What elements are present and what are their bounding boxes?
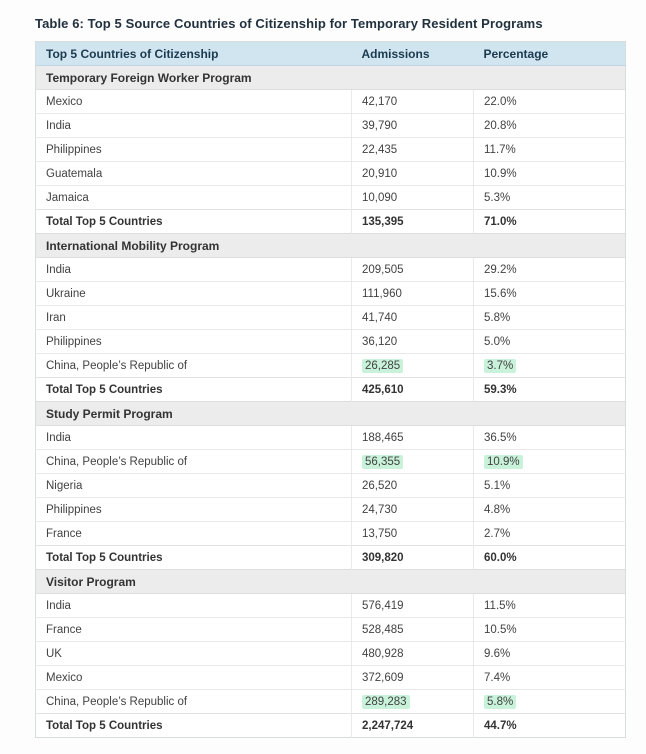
section-header-row <box>36 570 626 594</box>
total-admissions-cell: 135,395 <box>352 210 474 234</box>
country-cell: Philippines <box>36 330 352 354</box>
table-row <box>36 594 626 618</box>
percentage-cell: 29.2% <box>474 258 626 282</box>
percentage-cell <box>474 450 626 474</box>
admissions-cell: 188,465 <box>352 426 474 450</box>
country-cell: Mexico <box>36 666 352 690</box>
admissions-cell: 39,790 <box>352 114 474 138</box>
country-cell: Mexico <box>36 90 352 114</box>
percentage-cell: 11.7% <box>474 138 626 162</box>
percentage-cell: 10.5% <box>474 618 626 642</box>
table-row <box>36 642 626 666</box>
percentage-cell <box>474 354 626 378</box>
country-cell: Philippines <box>36 138 352 162</box>
total-percentage-cell: 71.0% <box>474 210 626 234</box>
citizenship-table <box>35 41 626 738</box>
table-row <box>36 690 626 714</box>
admissions-cell: 24,730 <box>352 498 474 522</box>
country-cell: India <box>36 114 352 138</box>
highlight-mark: 289,283 <box>362 695 410 709</box>
total-row <box>36 546 626 570</box>
total-percentage-cell: 60.0% <box>474 546 626 570</box>
percentage-cell: 20.8% <box>474 114 626 138</box>
percentage-cell <box>474 690 626 714</box>
total-row <box>36 714 626 738</box>
admissions-cell <box>352 690 474 714</box>
table-row <box>36 186 626 210</box>
highlight-mark: 5.8% <box>484 695 516 709</box>
country-cell: Nigeria <box>36 474 352 498</box>
column-header-admissions: Admissions <box>352 42 474 66</box>
section-header-row <box>36 234 626 258</box>
section-header-row <box>36 66 626 90</box>
highlight-mark: 56,355 <box>362 455 403 469</box>
table-row <box>36 138 626 162</box>
total-percentage-cell: 59.3% <box>474 378 626 402</box>
total-row <box>36 210 626 234</box>
total-admissions-cell: 2,247,724 <box>352 714 474 738</box>
country-cell: China, People’s Republic of <box>36 690 352 714</box>
country-cell: China, People’s Republic of <box>36 450 352 474</box>
section-header-row <box>36 402 626 426</box>
percentage-cell: 5.3% <box>474 186 626 210</box>
percentage-cell: 15.6% <box>474 282 626 306</box>
percentage-cell: 9.6% <box>474 642 626 666</box>
total-label-cell: Total Top 5 Countries <box>36 714 352 738</box>
table-title: Table 6: Top 5 Source Countries of Citizenship for Temporary Resident Programs <box>35 16 543 31</box>
total-row <box>36 378 626 402</box>
admissions-cell: 42,170 <box>352 90 474 114</box>
country-cell: UK <box>36 642 352 666</box>
percentage-cell: 11.5% <box>474 594 626 618</box>
table-row <box>36 282 626 306</box>
percentage-cell: 5.0% <box>474 330 626 354</box>
percentage-cell: 4.8% <box>474 498 626 522</box>
admissions-cell: 576,419 <box>352 594 474 618</box>
table-row <box>36 354 626 378</box>
section-title: Temporary Foreign Worker Program <box>36 66 626 90</box>
country-cell: Iran <box>36 306 352 330</box>
country-cell: India <box>36 594 352 618</box>
table-row <box>36 618 626 642</box>
admissions-cell: 36,120 <box>352 330 474 354</box>
table-header-row <box>36 42 626 66</box>
country-cell: France <box>36 522 352 546</box>
table-row <box>36 90 626 114</box>
table-row <box>36 426 626 450</box>
table-row <box>36 522 626 546</box>
country-cell: India <box>36 258 352 282</box>
total-label-cell: Total Top 5 Countries <box>36 210 352 234</box>
table-row <box>36 498 626 522</box>
highlight-mark: 26,285 <box>362 359 403 373</box>
table-row <box>36 258 626 282</box>
total-label-cell: Total Top 5 Countries <box>36 546 352 570</box>
highlight-mark: 10.9% <box>484 455 523 469</box>
country-cell: Jamaica <box>36 186 352 210</box>
percentage-cell: 10.9% <box>474 162 626 186</box>
column-header-percentage: Percentage <box>474 42 626 66</box>
country-cell: Ukraine <box>36 282 352 306</box>
table-row <box>36 162 626 186</box>
highlight-mark: 3.7% <box>484 359 516 373</box>
table-body <box>36 66 626 738</box>
table-row <box>36 474 626 498</box>
admissions-cell <box>352 450 474 474</box>
percentage-cell: 22.0% <box>474 90 626 114</box>
table-row <box>36 330 626 354</box>
admissions-cell: 528,485 <box>352 618 474 642</box>
admissions-cell: 20,910 <box>352 162 474 186</box>
total-admissions-cell: 309,820 <box>352 546 474 570</box>
admissions-cell: 22,435 <box>352 138 474 162</box>
percentage-cell: 36.5% <box>474 426 626 450</box>
admissions-cell: 41,740 <box>352 306 474 330</box>
table-row <box>36 114 626 138</box>
table-row <box>36 450 626 474</box>
country-cell: India <box>36 426 352 450</box>
section-title: Visitor Program <box>36 570 626 594</box>
table-row <box>36 306 626 330</box>
country-cell: France <box>36 618 352 642</box>
total-percentage-cell: 44.7% <box>474 714 626 738</box>
section-title: Study Permit Program <box>36 402 626 426</box>
admissions-cell: 10,090 <box>352 186 474 210</box>
total-admissions-cell: 425,610 <box>352 378 474 402</box>
percentage-cell: 5.8% <box>474 306 626 330</box>
admissions-cell: 209,505 <box>352 258 474 282</box>
admissions-cell: 111,960 <box>352 282 474 306</box>
column-header-countries: Top 5 Countries of Citizenship <box>36 42 352 66</box>
percentage-cell: 7.4% <box>474 666 626 690</box>
country-cell: China, People’s Republic of <box>36 354 352 378</box>
admissions-cell: 26,520 <box>352 474 474 498</box>
admissions-cell: 13,750 <box>352 522 474 546</box>
country-cell: Guatemala <box>36 162 352 186</box>
admissions-cell: 372,609 <box>352 666 474 690</box>
percentage-cell: 2.7% <box>474 522 626 546</box>
admissions-cell: 480,928 <box>352 642 474 666</box>
country-cell: Philippines <box>36 498 352 522</box>
table-row <box>36 666 626 690</box>
admissions-cell <box>352 354 474 378</box>
total-label-cell: Total Top 5 Countries <box>36 378 352 402</box>
percentage-cell: 5.1% <box>474 474 626 498</box>
section-title: International Mobility Program <box>36 234 626 258</box>
